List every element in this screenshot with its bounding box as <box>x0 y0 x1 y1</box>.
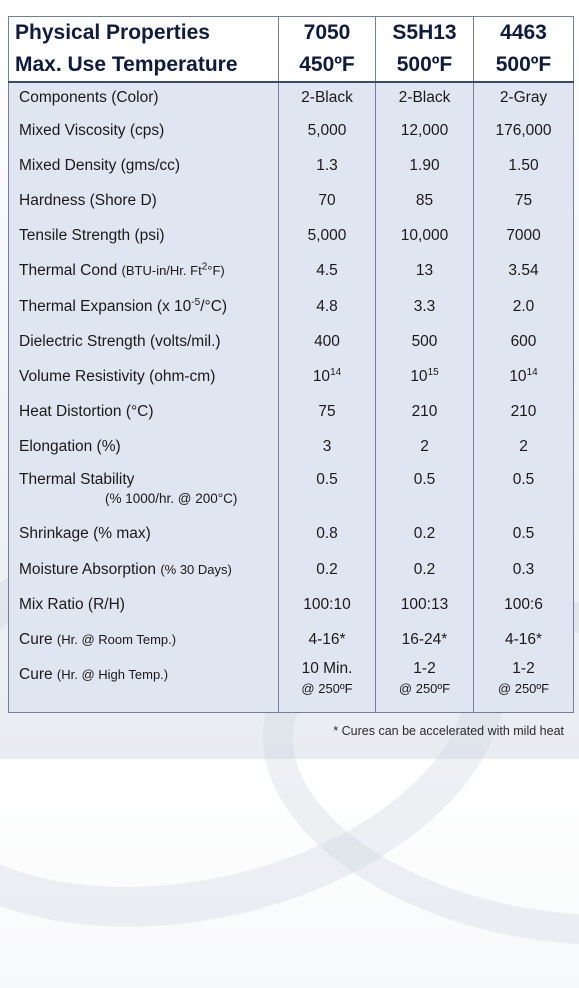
label-viscosity: Mixed Viscosity (cps) <box>19 121 165 139</box>
footnote: * Cures can be accelerated with mild heat <box>333 724 564 738</box>
label-tensile: Tensile Strength (psi) <box>19 227 165 245</box>
max-temp-4463: 500ºF <box>474 49 574 82</box>
row-density <box>9 148 574 183</box>
value-main: 10 Min. <box>301 659 353 677</box>
value-main: 1-2 <box>413 659 436 677</box>
value-sub: @ 250ºF <box>398 680 451 696</box>
value-sub: @ 250ºF <box>301 680 353 696</box>
label-unit <box>122 263 225 278</box>
cell-value: 4.5 <box>279 254 376 289</box>
row-thermal-cond <box>9 254 574 289</box>
cell-value: 12,000 <box>376 113 474 148</box>
row-cure-high <box>9 658 574 713</box>
value-base: 10 <box>410 367 428 385</box>
cell-value: 0.2 <box>376 552 474 587</box>
label-thermal-cond <box>9 254 279 289</box>
cell-value: 3 <box>279 430 376 465</box>
cell-value <box>376 658 474 713</box>
label-elongation: Elongation (%) <box>19 438 121 456</box>
header-max-use-temp: Max. Use Temperature <box>9 49 279 82</box>
cell-value: 10,000 <box>376 219 474 254</box>
cell-value: 4-16* <box>474 622 574 657</box>
cell-value: 1.3 <box>279 148 376 183</box>
header-physical-properties: Physical Properties <box>9 17 279 50</box>
cell-value: 210 <box>474 395 574 430</box>
label-dielectric: Dielectric Strength (volts/mil.) <box>19 332 221 350</box>
label-main: Thermal Stability <box>19 470 135 488</box>
cell-value: 100:6 <box>474 587 574 622</box>
label-main: Cure <box>19 631 53 649</box>
unit-exponent: 2 <box>201 262 208 274</box>
cell-value: 2 <box>474 430 574 465</box>
row-elongation <box>9 430 574 465</box>
value-sub: @ 250ºF <box>497 680 550 696</box>
row-volume-resistivity <box>9 359 574 394</box>
product-s5h13: S5H13 <box>376 17 474 50</box>
cell-value: 2 <box>376 430 474 465</box>
label-main: Moisture Absorption <box>19 560 156 578</box>
cell-value: 0.5 <box>279 465 376 517</box>
label-moisture <box>9 552 279 587</box>
label-sub: (% 1000/hr. @ 200°C) <box>105 490 238 506</box>
unit-text: (BTU-in/Hr. Ft <box>121 263 202 279</box>
cell-value: 13 <box>376 254 474 289</box>
product-4463: 4463 <box>474 17 574 50</box>
value-base: 10 <box>509 367 527 385</box>
cell-value: 5,000 <box>279 219 376 254</box>
value-exponent: 14 <box>526 366 538 378</box>
label-thermal-expansion <box>9 289 279 324</box>
cell-value: 100:13 <box>376 587 474 622</box>
product-7050: 7050 <box>279 17 376 50</box>
row-dielectric <box>9 324 574 359</box>
cell-value: 600 <box>474 324 574 359</box>
cell-value: 100:10 <box>279 587 376 622</box>
cell-value: 3.3 <box>376 289 474 324</box>
cell-value: 2-Black <box>279 82 376 113</box>
cell-value: 0.8 <box>279 517 376 552</box>
header-row-products <box>9 17 574 50</box>
cell-value: 75 <box>279 395 376 430</box>
cell-value: 500 <box>376 324 474 359</box>
cell-value: 0.2 <box>279 552 376 587</box>
cell-value <box>279 658 376 713</box>
cell-value: 5,000 <box>279 113 376 148</box>
cell-value: 4-16* <box>279 622 376 657</box>
cell-value: 70 <box>279 183 376 218</box>
cell-value: 2-Black <box>376 82 474 113</box>
cell-value <box>474 359 574 394</box>
label-main: Thermal Cond <box>19 262 118 280</box>
cell-value: 0.5 <box>376 465 474 517</box>
row-shrinkage <box>9 517 574 552</box>
label-exponent: -5 <box>191 296 201 308</box>
row-tensile <box>9 219 574 254</box>
label-volume-resistivity: Volume Resistivity (ohm-cm) <box>19 367 216 385</box>
value-base: 10 <box>312 367 331 385</box>
label-cure-room <box>9 622 279 657</box>
cell-value: 0.5 <box>474 465 574 517</box>
value-exponent: 15 <box>427 366 439 378</box>
cell-value: 7000 <box>474 219 574 254</box>
label-main: Cure <box>19 665 53 683</box>
cell-value: 0.3 <box>474 552 574 587</box>
row-heat-distortion <box>9 395 574 430</box>
label-hardness: Hardness (Shore D) <box>19 191 157 209</box>
label-text: /°C) <box>200 297 228 315</box>
max-temp-7050: 450ºF <box>279 49 376 82</box>
row-thermal-stability <box>9 465 574 517</box>
header-row-temperature <box>9 49 574 82</box>
value-exponent: 14 <box>330 366 342 378</box>
cell-value: 0.5 <box>474 517 574 552</box>
cell-value: 1.50 <box>474 148 574 183</box>
row-thermal-expansion <box>9 289 574 324</box>
label-mix-ratio: Mix Ratio (R/H) <box>19 595 125 613</box>
unit-text: °F) <box>207 263 225 279</box>
label-cure-high <box>9 658 279 713</box>
row-hardness <box>9 183 574 218</box>
cell-value <box>279 359 376 394</box>
cell-value: 16-24* <box>376 622 474 657</box>
label-text: Thermal Expansion (x 10 <box>19 297 192 315</box>
row-cure-room <box>9 622 574 657</box>
cell-value: 3.54 <box>474 254 574 289</box>
row-moisture <box>9 552 574 587</box>
label-unit: (Hr. @ Room Temp.) <box>56 632 177 648</box>
cell-value <box>376 359 474 394</box>
value-main: 1-2 <box>512 659 535 677</box>
cell-value: 4.8 <box>279 289 376 324</box>
label-unit: (% 30 Days) <box>160 561 232 577</box>
label-thermal-stability <box>9 465 279 517</box>
cell-value: 176,000 <box>474 113 574 148</box>
row-components <box>9 82 574 113</box>
properties-table <box>8 16 574 713</box>
cell-value: 210 <box>376 395 474 430</box>
cell-value: 85 <box>376 183 474 218</box>
label-unit: (Hr. @ High Temp.) <box>56 666 169 682</box>
row-viscosity <box>9 113 574 148</box>
cell-value: 400 <box>279 324 376 359</box>
label-density: Mixed Density (gms/cc) <box>19 156 181 174</box>
label-heat-distortion: Heat Distortion (°C) <box>19 403 154 421</box>
cell-value: 75 <box>474 183 574 218</box>
label-shrinkage: Shrinkage (% max) <box>19 525 151 543</box>
max-temp-s5h13: 500ºF <box>376 49 474 82</box>
cell-value: 2.0 <box>474 289 574 324</box>
cell-value <box>474 658 574 713</box>
cell-value: 2-Gray <box>474 82 574 113</box>
label-components: Components (Color) <box>19 89 159 106</box>
row-mix-ratio <box>9 587 574 622</box>
cell-value: 1.90 <box>376 148 474 183</box>
cell-value: 0.2 <box>376 517 474 552</box>
